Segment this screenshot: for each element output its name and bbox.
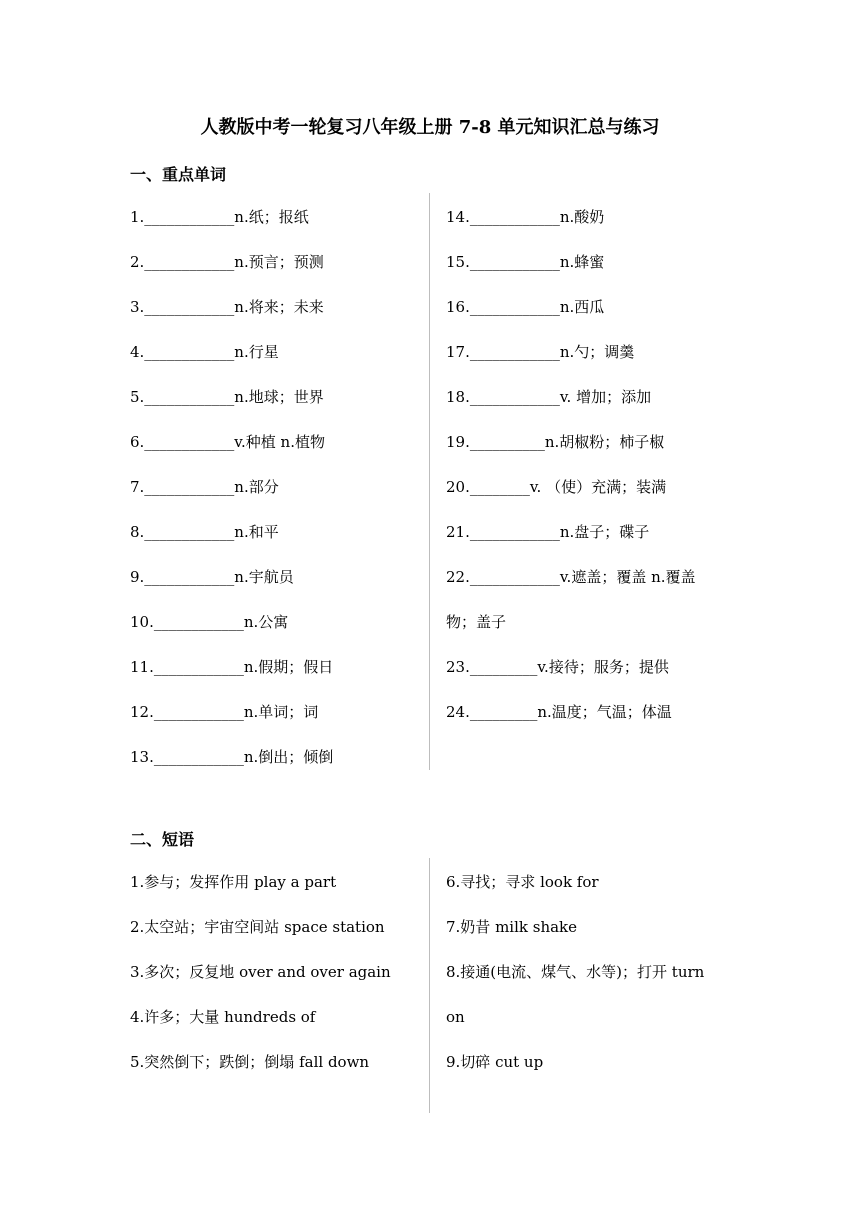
column-divider [429,858,430,1113]
word-item: 5.____________n.地球；世界 [130,388,324,406]
word-item: 11.____________n.假期；假日 [130,658,334,676]
word-item: 10.____________n.公寓 [130,613,289,631]
phrase-item: 7.奶昔 milk shake [446,918,578,936]
word-item-continuation: 物；盖子 [446,613,507,631]
word-item: 3.____________n.将来；未来 [130,298,324,316]
word-item: 14.____________n.酸奶 [446,208,605,226]
word-item: 20.________v. （使）充满；装满 [446,478,667,496]
word-item: 12.____________n.单词；词 [130,703,319,721]
word-item: 1.____________n.纸；报纸 [130,208,309,226]
phrase-item-continuation: on [446,1008,465,1026]
phrase-item: 9.切碎 cut up [446,1053,544,1071]
word-item: 16.____________n.西瓜 [446,298,605,316]
word-item: 19.__________n.胡椒粉；柿子椒 [446,433,665,451]
word-item: 21.____________n.盘子；碟子 [446,523,650,541]
phrase-item: 6.寻找；寻求 look for [446,873,599,891]
column-divider [429,193,430,770]
word-item: 6.____________v.种植 n.植物 [130,433,325,451]
phrase-item: 2.太空站；宇宙空间站 space station [130,918,385,936]
section-heading-words: 一、重点单词 [130,165,227,184]
word-item: 22.____________v.遮盖；覆盖 n.覆盖 [446,568,696,586]
phrase-item: 3.多次；反复地 over and over again [130,963,391,981]
phrase-item: 8.接通(电流、煤气、水等)；打开 turn [446,963,705,981]
word-item: 13.____________n.倒出；倾倒 [130,748,334,766]
word-item: 8.____________n.和平 [130,523,279,541]
word-item: 7.____________n.部分 [130,478,279,496]
section-heading-phrases: 二、短语 [130,830,195,849]
phrases-right-column [446,871,704,1096]
phrases-left-column [130,871,391,1096]
phrase-item: 1.参与；发挥作用 play a part [130,873,337,891]
phrase-item: 4.许多；大量 hundreds of [130,1008,316,1026]
word-item: 24._________n.温度；气温；体温 [446,703,672,721]
words-right-column [446,206,696,746]
word-item: 2.____________n.预言；预测 [130,253,324,271]
word-item: 17.____________n.勺；调羹 [446,343,635,361]
word-item: 15.____________n.蜂蜜 [446,253,605,271]
word-item: 18.____________v. 增加；添加 [446,388,652,406]
phrase-item: 5.突然倒下；跌倒；倒塌 fall down [130,1053,370,1071]
page-title: 人教版中考一轮复习八年级上册 7-8 单元知识汇总与练习 [200,117,660,138]
word-item: 4.____________n.行星 [130,343,279,361]
word-item: 23._________v.接待；服务；提供 [446,658,669,676]
words-left-column [130,206,333,791]
word-item: 9.____________n.宇航员 [130,568,294,586]
